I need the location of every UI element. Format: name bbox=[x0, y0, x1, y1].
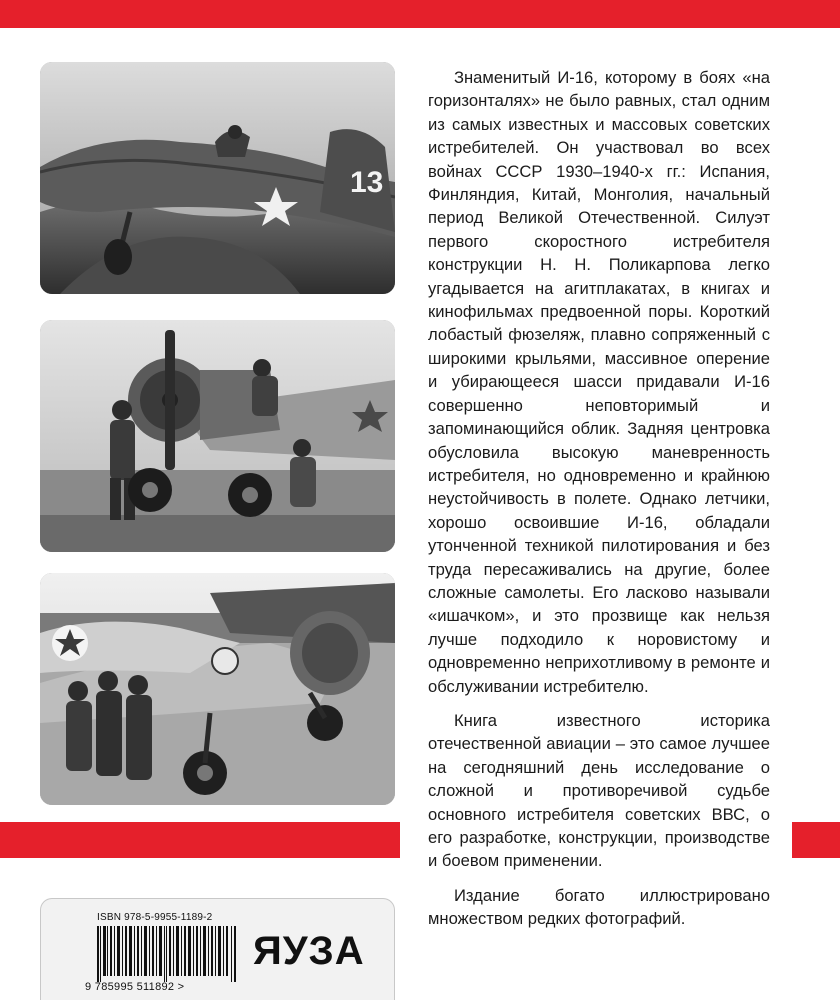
paragraph-book: Книга известного историка отечественной авиации – это самое лучшее на сегодняшний день исследование о сложной и противоречивой судьбе основного истребителя советских ВВС, о его разработке, конструкции, производстве и боевом применении. bbox=[428, 710, 770, 871]
barcode bbox=[97, 926, 237, 982]
publisher-logo: ЯУЗА bbox=[253, 929, 365, 973]
paragraph-illustrations: Издание богато иллюстрировано множеством редких фотографий. bbox=[428, 885, 770, 929]
right-red-tab bbox=[792, 822, 840, 858]
tail-number: 13 bbox=[350, 166, 384, 199]
middle-red-band bbox=[0, 822, 400, 858]
paragraph-main: Знаменитый И-16, которому в боях «на горизонталях» не было равных, стал одним из самых известных и массовых советских истребителей. Он участвовал во всех войнах СССР 1930–1940-х гг.: Испания, Финляндия, Китай, Монголия, начальный период Великой Отечественной. Силуэт первого скоростного истребителя конструкции Н. Н. Поликарпова легко угадывается на агитплакатах, в книгах и кинофильмах предвоенной поры. Короткий лобастый фюзеляж, плавно сопряженный с широкими крыльями, массивное оперение и убирающееся шасси придавали И-16 совершенно неповторимый и запоминающийся облик. Задняя центровка обусловила высокую маневренность истребителя, но одновременно и крайнюю неустойчивость в полете. Однако летчики, хорошо освоившие И-16, обладали утонченной техникой пилотирования и без труда пересаживались на другие, более сложные самолеты. Его ласково называли «ишачком», и это прозвище как нельзя лучше подходило к норовистому и одновременно неприхотливому в ремонте и обслуживании истребителю. bbox=[428, 68, 770, 696]
isbn-block bbox=[40, 898, 395, 1000]
i16-tail-13-photo bbox=[40, 62, 395, 294]
i16-pilots-airfield-photo bbox=[40, 573, 395, 805]
i16-ground-crew-photo bbox=[40, 320, 395, 552]
top-red-band bbox=[0, 0, 840, 28]
description-text bbox=[428, 66, 770, 942]
barcode-digits: 9 785995 511892 > bbox=[85, 981, 185, 993]
isbn-label: ISBN 978-5-9955-1189-2 bbox=[97, 912, 213, 923]
